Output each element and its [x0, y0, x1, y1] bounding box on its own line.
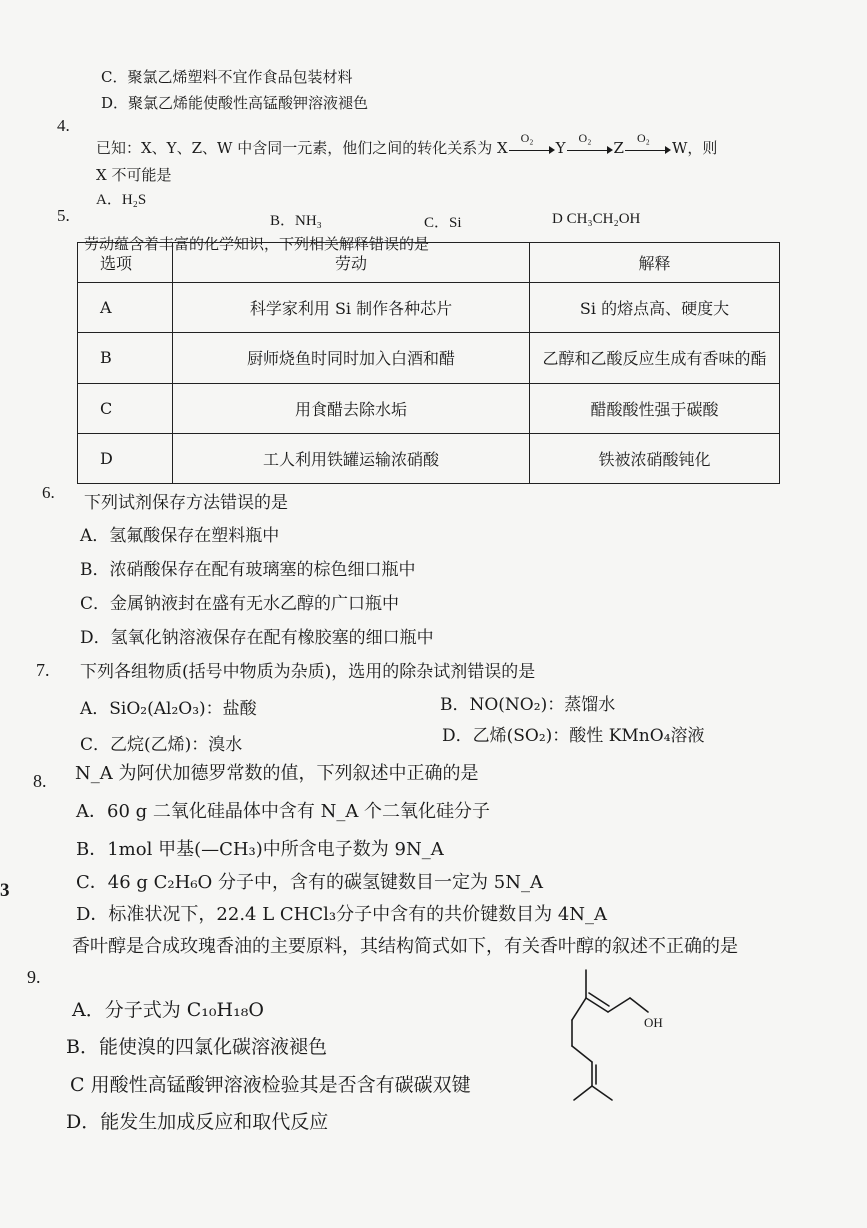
q8-option-a: A．60 g 二氧化硅晶体中含有 N_A 个二氧化硅分子: [76, 801, 491, 822]
q4-option-a: A．H₂S: [96, 192, 147, 208]
q9-option-c: C 用酸性高锰酸钾溶液检验其是否含有碳碳双键: [70, 1074, 471, 1096]
q9-option-d: D．能发生加成反应和取代反应: [66, 1111, 329, 1133]
q7-option-a: A．SiO₂(Al₂O₃)：盐酸: [80, 699, 257, 719]
q7-stem: 下列各组物质(括号中物质为杂质)，选用的除杂试剂错误的是: [80, 662, 536, 682]
bond-chain-3: [572, 1046, 592, 1062]
q4-number: 4.: [57, 116, 70, 135]
q5-number: 5.: [57, 206, 70, 225]
bond-ch2: [608, 998, 630, 1012]
bond-to-oh: [630, 998, 648, 1012]
row-option: D: [78, 433, 173, 483]
header-option: 选项: [78, 243, 173, 283]
q6-option-b: B．浓硝酸保存在配有玻璃塞的棕色细口瓶中: [80, 560, 416, 580]
q4-stem-text: 已知：X、Y、Z、W 中含同一元素，他们之间的转化关系为 X: [96, 139, 508, 157]
bond-methyl-right: [592, 1086, 612, 1100]
q7-option-c: C．乙烷(乙烯)：溴水: [80, 735, 243, 755]
table-row: [78, 333, 780, 383]
q8-option-c: C．46 g C₂H₆O 分子中，含有的碳氢键数目一定为 5N_A: [76, 872, 543, 893]
q4-w: W，则: [671, 139, 718, 157]
q7-option-d: D．乙烯(SO₂)：酸性 KMnO₄溶液: [442, 726, 705, 746]
q3-option-d: D．聚氯乙烯能使酸性高锰酸钾溶液褪色: [101, 94, 369, 112]
q8-number: 8.: [33, 771, 47, 791]
bond-double-1: [586, 998, 608, 1012]
q4-stem: [96, 131, 718, 158]
row-labor: 工人利用铁罐运输浓硝酸: [173, 433, 530, 483]
row-option: B: [78, 333, 173, 383]
q6-option-a: A．氢氟酸保存在塑料瓶中: [80, 526, 280, 546]
q4-y: Y: [555, 139, 566, 157]
q5-stem: 劳动蕴含着丰富的化学知识，下列相关解释错误的是: [84, 235, 430, 253]
table-row: [78, 433, 780, 483]
bond-methyl-left: [574, 1086, 592, 1100]
row-explanation: Si 的熔点高、硬度大: [530, 283, 780, 333]
q5-table: [77, 242, 780, 484]
q4-stem-b: X 不可能是: [96, 166, 172, 184]
q9-option-a: A．分子式为 C₁₀H₁₈O: [72, 999, 264, 1021]
q4-z: Z: [613, 139, 624, 157]
q4-option-c: C．Si: [424, 215, 462, 231]
q6-option-c: C．金属钠液封在盛有无水乙醇的广口瓶中: [80, 594, 400, 614]
table-header-row: [78, 243, 780, 283]
q7-option-b: B．NO(NO₂)：蒸馏水: [440, 695, 616, 715]
table-row: [78, 383, 780, 433]
header-explanation: 解释: [530, 243, 780, 283]
bond-chain-1: [572, 998, 586, 1020]
row-option: A: [78, 283, 173, 333]
arrow-label-2: O₂: [578, 131, 592, 145]
row-labor: 厨师烧鱼时同时加入白酒和醋: [173, 333, 530, 383]
q6-option-d: D．氢氧化钠溶液保存在配有橡胶塞的细口瓶中: [80, 628, 434, 648]
q9-number: 9.: [27, 967, 41, 987]
table-row: [78, 283, 780, 333]
q6-stem: 下列试剂保存方法错误的是: [84, 493, 288, 513]
row-labor: 科学家利用 Si 制作各种芯片: [173, 283, 530, 333]
q9-option-b: B．能使溴的四氯化碳溶液褪色: [66, 1036, 327, 1058]
row-labor: 用食醋去除水垢: [173, 383, 530, 433]
row-explanation: 乙醇和乙酸反应生成有香味的酯: [530, 333, 780, 383]
q7-number: 7.: [36, 660, 50, 680]
arrow-o2-2: [567, 131, 613, 156]
q8-option-d: D．标准状况下，22.4 L CHCl₃分子中含有的共价键数目为 4N_A: [76, 904, 608, 925]
arrow-o2-1: [509, 131, 555, 156]
geraniol-structure: [568, 968, 678, 1108]
q9-stem: 香叶醇是合成玫瑰香油的主要原料，其结构简式如下，有关香叶醇的叙述不正确的是: [72, 936, 738, 957]
q6-number: 6.: [42, 483, 55, 502]
arrow-label-3: O₂: [636, 131, 650, 145]
q3-option-c: C．聚氯乙烯塑料不宜作食品包装材料: [101, 68, 353, 86]
arrow-label-1: O₂: [520, 131, 534, 145]
row-explanation: 铁被浓硝酸钝化: [530, 433, 780, 483]
q8-stem: N_A 为阿伏加德罗常数的值，下列叙述中正确的是: [75, 763, 479, 784]
arrow-o2-3: [625, 131, 671, 156]
oh-label: OH: [644, 1015, 663, 1030]
bond-double-1b: [589, 993, 609, 1006]
q4-option-d: D CH₃CH₂OH: [552, 211, 641, 227]
q8-option-b: B．1mol 甲基(—CH₃)中所含电子数为 9N_A: [76, 839, 444, 860]
row-option: C: [78, 383, 173, 433]
row-explanation: 醋酸酸性强于碳酸: [530, 383, 780, 433]
margin-mark: 3: [0, 880, 10, 901]
header-labor: 劳动: [173, 243, 530, 283]
q4-option-b: B．NH₃: [270, 213, 322, 229]
